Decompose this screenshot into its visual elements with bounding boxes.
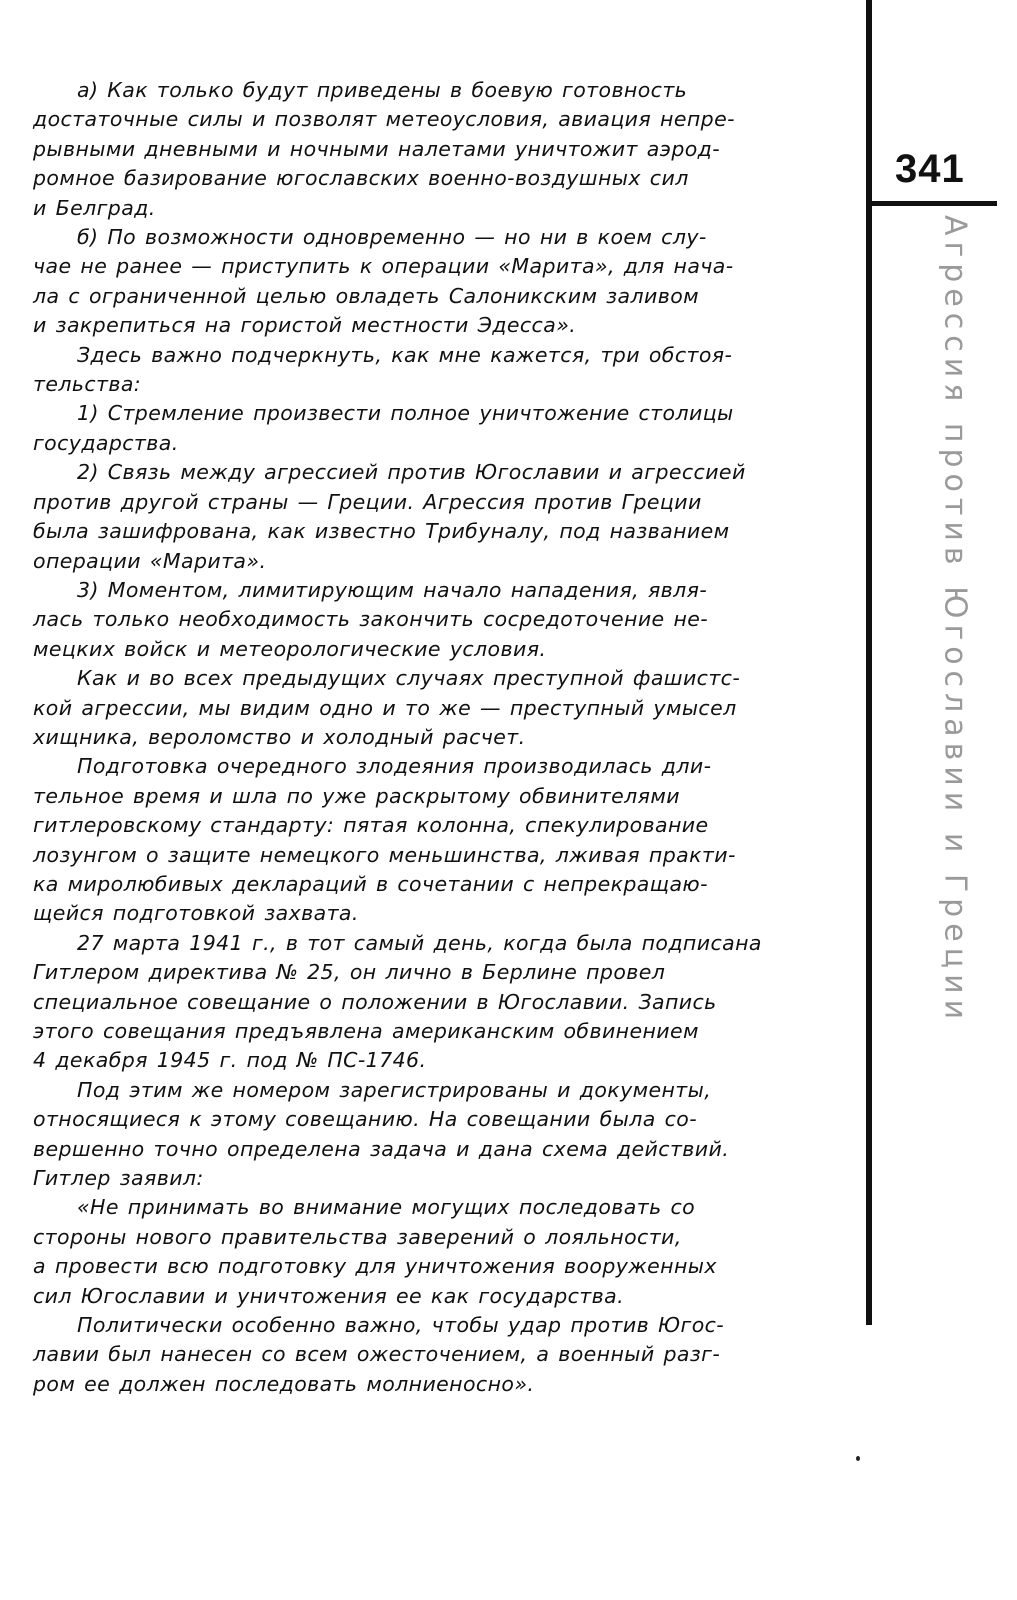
paragraph xyxy=(33,458,843,576)
text-line: тельное время и шла по уже раскрытому обвинителями xyxy=(33,783,680,808)
text-line: 27 марта 1941 г., в тот самый день, когда была подписана xyxy=(77,930,762,955)
text-line: лавии был нанесен со всем ожесточением, а военный разг- xyxy=(33,1342,721,1367)
paragraph xyxy=(33,341,843,400)
text-line: щейся подготовкой захвата. xyxy=(33,901,359,926)
text-line: против другой страны — Греции. Агрессия против Греции xyxy=(33,489,702,514)
text-line: б) По возможности одновременно — но ни в коем слу- xyxy=(77,225,707,250)
text-line: Как и во всех предыдущих случаях преступной фашистс- xyxy=(77,666,741,691)
paragraph xyxy=(33,223,843,341)
text-line: тельства: xyxy=(33,372,142,397)
text-line: ка миролюбивых деклараций в сочетании с непрекращаю- xyxy=(33,871,708,896)
paragraph xyxy=(33,576,843,664)
paragraph xyxy=(33,752,843,928)
text-line: ла с ограниченной целью овладеть Салоникским заливом xyxy=(33,283,699,308)
text-line: лозунгом о защите немецкого меньшинства, лживая практи- xyxy=(33,842,736,867)
text-line: ромное базирование югославских военно-воздушных сил xyxy=(33,166,689,191)
paragraph xyxy=(33,1076,843,1194)
text-line: чае не ранее — приступить к операции «Марита», для нача- xyxy=(33,254,734,279)
text-line: государства. xyxy=(33,430,179,455)
page-number-rule xyxy=(872,201,997,206)
text-line: специальное совещание о положении в Югославии. Запись xyxy=(33,989,717,1014)
text-line: достаточные силы и позволят метеоусловия, авиация непре- xyxy=(33,107,735,132)
text-line: Гитлером директива № 25, он лично в Берлине провел xyxy=(33,960,666,985)
text-line: а) Как только будут приведены в боевую готовность xyxy=(77,78,688,102)
text-line: Подготовка очередного злодеяния производилась дли- xyxy=(77,754,712,779)
page-number: 341 xyxy=(895,147,965,191)
text-line: 1) Стремление произвести полное уничтожение столицы xyxy=(77,401,734,426)
text-line: мецких войск и метеорологические условия. xyxy=(33,636,547,661)
text-line: лась только необходимость закончить сосредоточение не- xyxy=(33,607,709,632)
paragraph xyxy=(33,399,843,458)
text-line: 3) Моментом, лимитирующим начало нападения, явля- xyxy=(77,577,708,602)
text-line: 2) Связь между агрессией против Югославии и агрессией xyxy=(77,460,746,485)
body-text xyxy=(33,76,843,1399)
running-head-text: Агрессия против Югославии и Греции xyxy=(937,215,973,1026)
text-line: кой агрессии, мы видим одно и то же — преступный умысел xyxy=(33,695,737,720)
print-speck xyxy=(856,1456,860,1461)
text-line: 4 декабря 1945 г. под № ПС-1746. xyxy=(33,1048,427,1073)
text-line: Здесь важно подчеркнуть, как мне кажется, три обстоя- xyxy=(77,342,733,367)
text-line: а провести всю подготовку для уничтожения вооруженных xyxy=(33,1254,717,1279)
text-line: и Белград. xyxy=(33,195,156,220)
text-line: вершенно точно определена задача и дана схема действий. xyxy=(33,1136,730,1161)
margin-vertical-rule xyxy=(866,0,872,1325)
text-line: гитлеровскому стандарту: пятая колонна, спекулирование xyxy=(33,813,709,838)
text-line: и закрепиться на гористой местности Эдесса». xyxy=(33,313,577,338)
running-head xyxy=(935,215,975,1026)
text-line: операции «Марита». xyxy=(33,548,267,573)
paragraph xyxy=(33,76,843,223)
text-line: этого совещания предъявлена американским обвинением xyxy=(33,1019,699,1043)
text-line: Под этим же номером зарегистрированы и документы, xyxy=(77,1077,712,1102)
text-line: была зашифрована, как известно Трибуналу, под названием xyxy=(33,519,730,544)
paragraph xyxy=(33,1311,843,1399)
text-line: относящиеся к этому совещанию. На совещании была со- xyxy=(33,1107,697,1132)
text-line: хищника, вероломство и холодный расчет. xyxy=(33,724,526,749)
text-line: Политически особенно важно, чтобы удар против Югос- xyxy=(77,1313,725,1338)
text-line: «Не принимать во внимание могущих последовать со xyxy=(77,1195,696,1220)
paragraph xyxy=(33,664,843,752)
paragraph xyxy=(33,1193,843,1311)
text-line: Гитлер заявил: xyxy=(33,1166,204,1191)
text-line: ром ее должен последовать молниеносно». xyxy=(33,1371,535,1396)
text-line: стороны нового правительства заверений о лояльности, xyxy=(33,1224,682,1249)
paragraph xyxy=(33,929,843,1076)
text-line: рывными дневными и ночными налетами уничтожит аэрод- xyxy=(33,136,721,161)
text-line: сил Югославии и уничтожения ее как государства. xyxy=(33,1283,625,1308)
